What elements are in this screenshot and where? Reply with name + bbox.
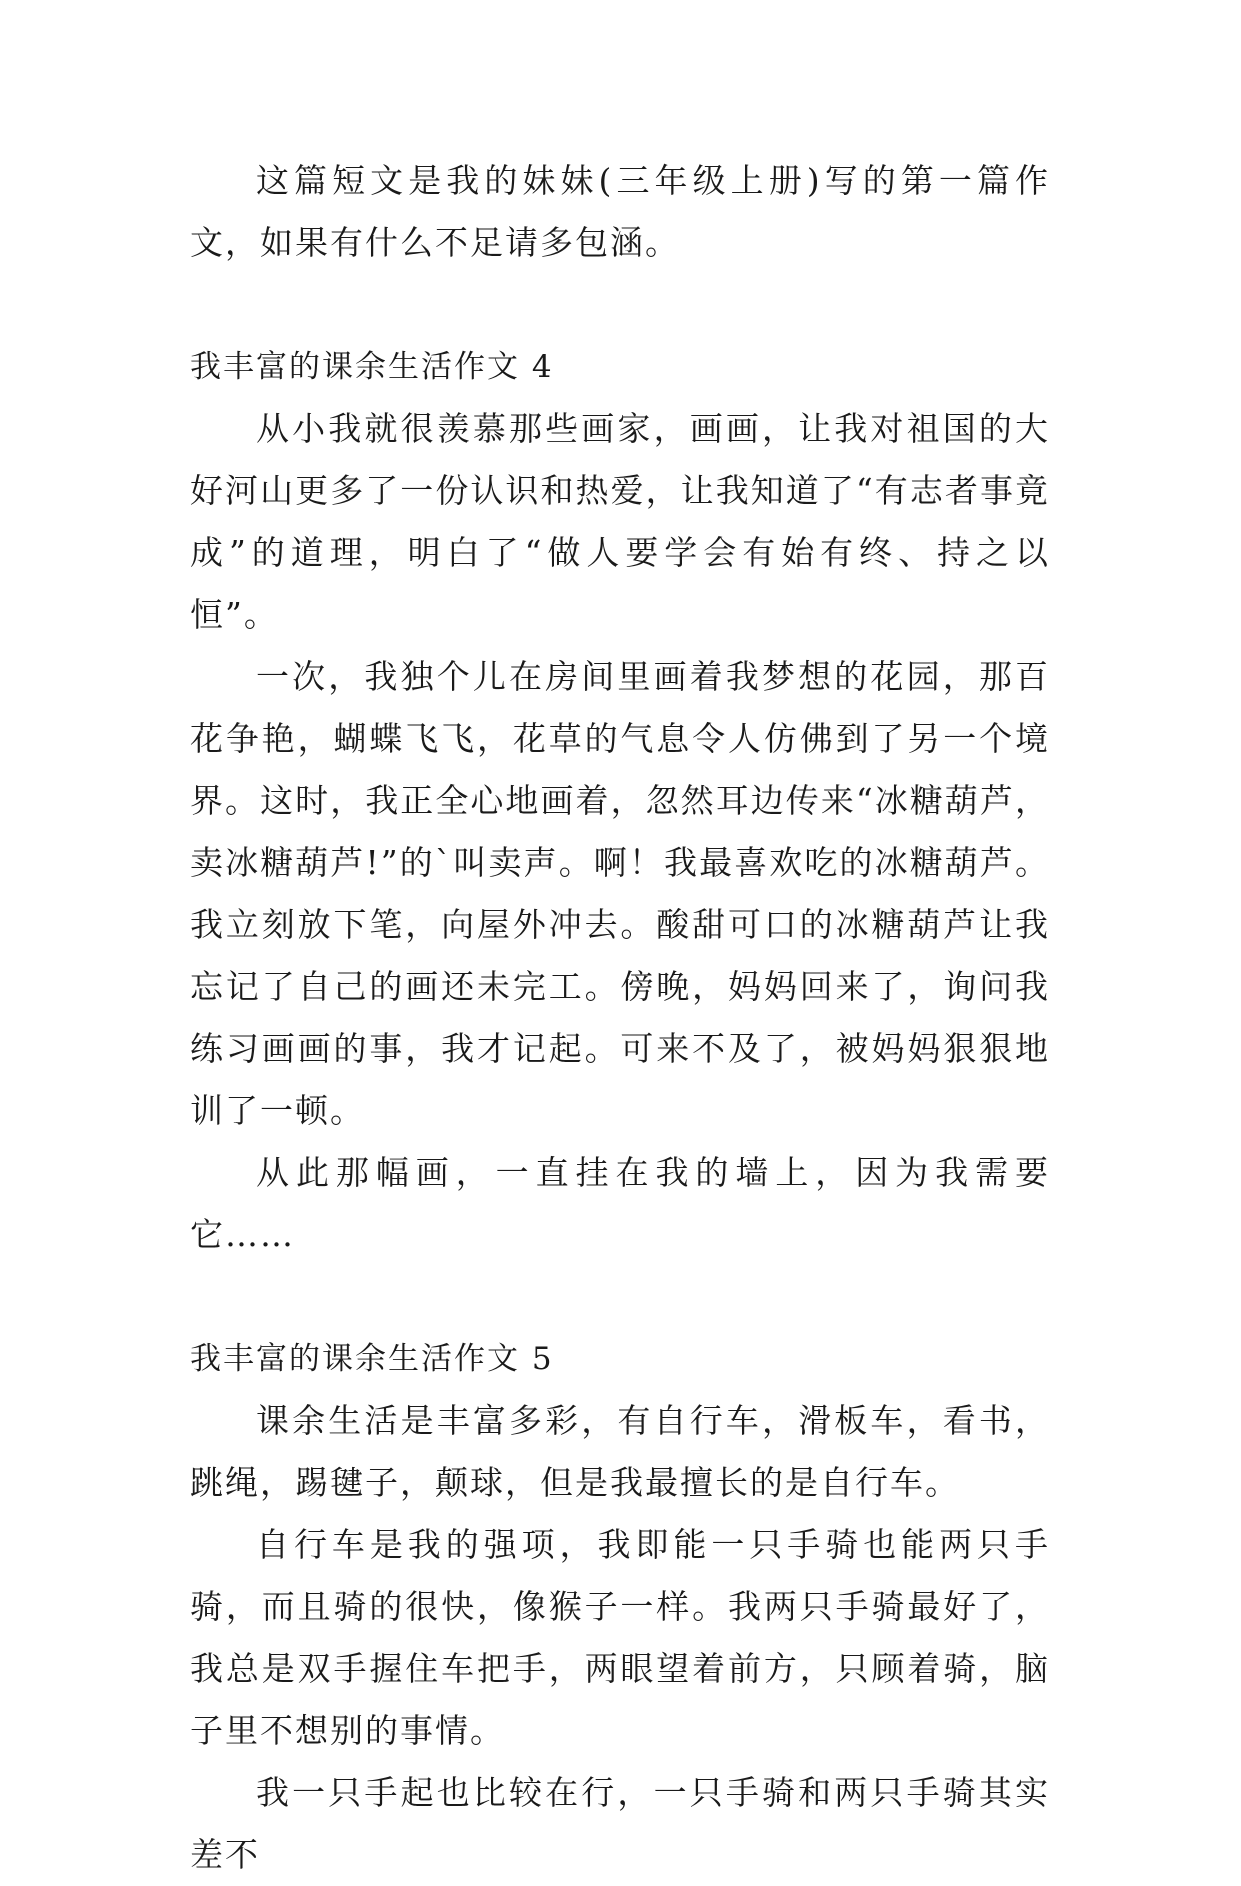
section-4-paragraph-2: 一次，我独个儿在房间里画着我梦想的花园，那百花争艳，蝴蝶飞飞，花草的气息令人仿佛到了另一个境界。这时，我正全心地画着，忽然耳边传来“冰糖葫芦，卖冰糖葫芦!”的`叫卖声。啊！我最喜欢吃的冰糖葫芦。我立刻放下笔，向屋外冲去。酸甜可口的冰糖葫芦让我忘记了自己的画还未完工。傍晚，妈妈回来了，询问我练习画画的事，我才记起。可来不及了，被妈妈狠狠地训了一顿。 bbox=[190, 657, 1050, 1130]
document-page bbox=[190, 150, 1050, 1886]
section-5-heading: 我丰富的课余生活作文 5 bbox=[190, 1341, 554, 1377]
section-4-paragraph-3: 从此那幅画，一直挂在我的墙上，因为我需要它…… bbox=[190, 1153, 1050, 1254]
section-4-paragraph-1: 从小我就很羡慕那些画家，画画，让我对祖国的大好河山更多了一份认识和热爱，让我知道了“有志者事竟成”的道理，明白了“做人要学会有始有终、持之以恒”。 bbox=[190, 409, 1050, 634]
section-5-paragraph-2: 自行车是我的强项，我即能一只手骑也能两只手骑，而且骑的很快，像猴子一样。我两只手骑最好了，我总是双手握住车把手，两眼望着前方，只顾着骑，脑子里不想别的事情。 bbox=[190, 1525, 1050, 1750]
section-4-heading: 我丰富的课余生活作文 4 bbox=[190, 349, 554, 385]
intro-paragraph: 这篇短文是我的妹妹(三年级上册)写的第一篇作文，如果有什么不足请多包涵。 bbox=[190, 161, 1050, 262]
section-5-paragraph-3: 我一只手起也比较在行，一只手骑和两只手骑其实差不 bbox=[190, 1773, 1050, 1874]
section-5-paragraph-1: 课余生活是丰富多彩，有自行车，滑板车，看书，跳绳，踢毽子，颠球，但是我最擅长的是自行车。 bbox=[190, 1401, 1050, 1502]
